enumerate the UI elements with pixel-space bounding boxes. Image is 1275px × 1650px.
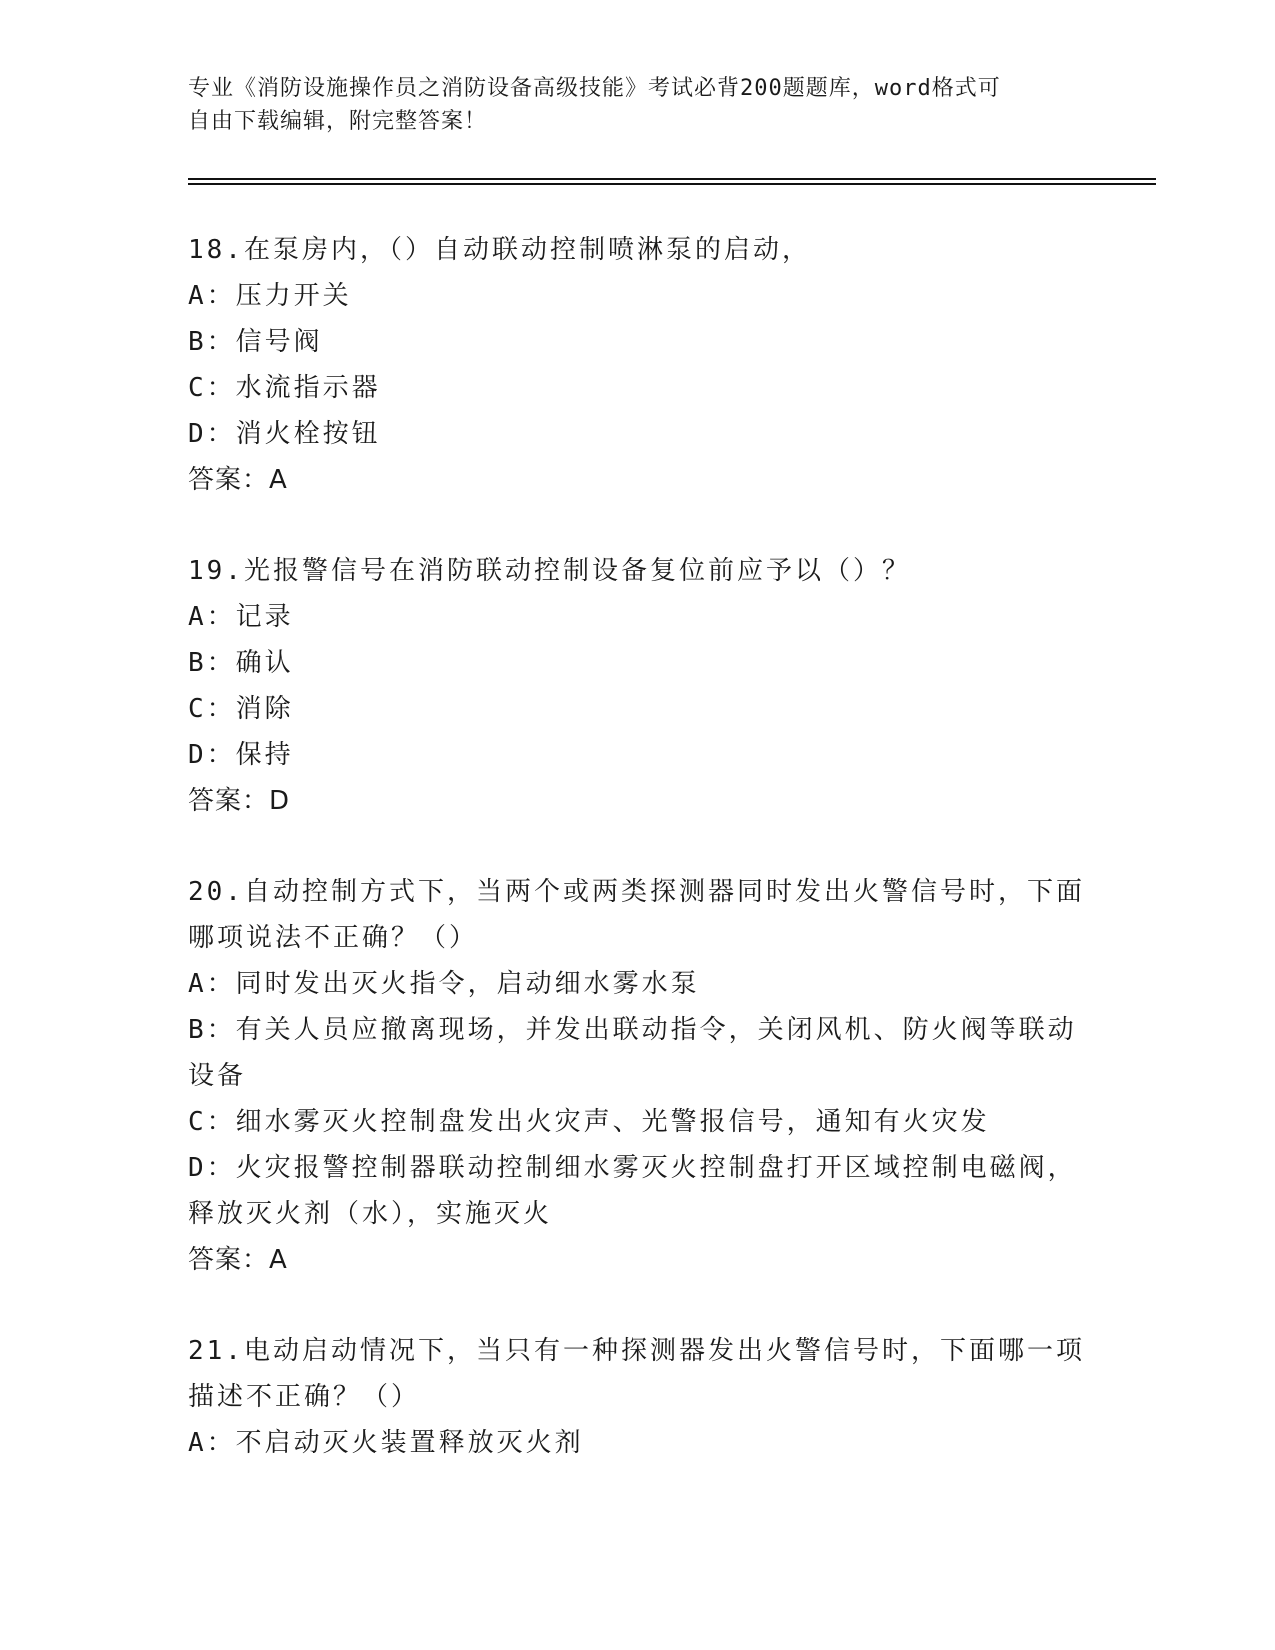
option-a: A：压力开关 bbox=[188, 281, 352, 311]
answer-line: 答案：A bbox=[188, 1245, 288, 1275]
option-c: C：水流指示器 bbox=[188, 373, 381, 403]
question-21 bbox=[188, 1328, 1088, 1466]
option-a: A：不启动灭火装置释放灭火剂 bbox=[188, 1428, 584, 1458]
question-20 bbox=[188, 869, 1088, 1283]
option-d-continued: 释放灭火剂（水），实施灭火 bbox=[188, 1199, 553, 1229]
question-stem: 19.光报警信号在消防联动控制设备复位前应予以（）？ bbox=[188, 556, 911, 586]
answer-line: 答案：D bbox=[188, 786, 291, 816]
answer-line: 答案：A bbox=[188, 465, 288, 495]
option-b-continued: 设备 bbox=[188, 1061, 247, 1091]
question-stem-line-2: 哪项说法不正确？（） bbox=[188, 923, 479, 953]
question-stem-line-1: 20.自动控制方式下，当两个或两类探测器同时发出火警信号时，下面 bbox=[188, 877, 1085, 907]
option-c: C：消除 bbox=[188, 694, 294, 724]
option-a: A：记录 bbox=[188, 602, 294, 632]
option-d: D：消火栓按钮 bbox=[188, 419, 381, 449]
option-c: C：细水雾灭火控制盘发出火灾声、光警报信号，通知有火灾发 bbox=[188, 1107, 990, 1137]
question-stem-line-1: 21.电动启动情况下，当只有一种探测器发出火警信号时，下面哪一项 bbox=[188, 1336, 1085, 1366]
header-divider-bottom bbox=[188, 183, 1156, 185]
header-line-2: 自由下载编辑，附完整答案！ bbox=[188, 109, 488, 134]
option-a: A：同时发出灭火指令，启动细水雾水泵 bbox=[188, 969, 700, 999]
option-b: B：信号阀 bbox=[188, 327, 323, 357]
option-d: D：保持 bbox=[188, 740, 294, 770]
option-b: B：确认 bbox=[188, 648, 294, 678]
document-header bbox=[188, 72, 1068, 138]
question-stem-line-2: 描述不正确？（） bbox=[188, 1382, 421, 1412]
question-stem: 18.在泵房内，（）自动联动控制喷淋泵的启动， bbox=[188, 235, 811, 265]
option-d: D：火灾报警控制器联动控制细水雾灭火控制盘打开区域控制电磁阀， bbox=[188, 1153, 1077, 1183]
header-divider-top bbox=[188, 178, 1156, 180]
question-18 bbox=[188, 227, 1088, 503]
option-b: B：有关人员应撤离现场，并发出联动指令，关闭风机、防火阀等联动 bbox=[188, 1015, 1077, 1045]
header-line-1: 专业《消防设施操作员之消防设备高级技能》考试必背200题题库，word格式可 bbox=[188, 76, 1001, 101]
question-19 bbox=[188, 548, 1088, 824]
